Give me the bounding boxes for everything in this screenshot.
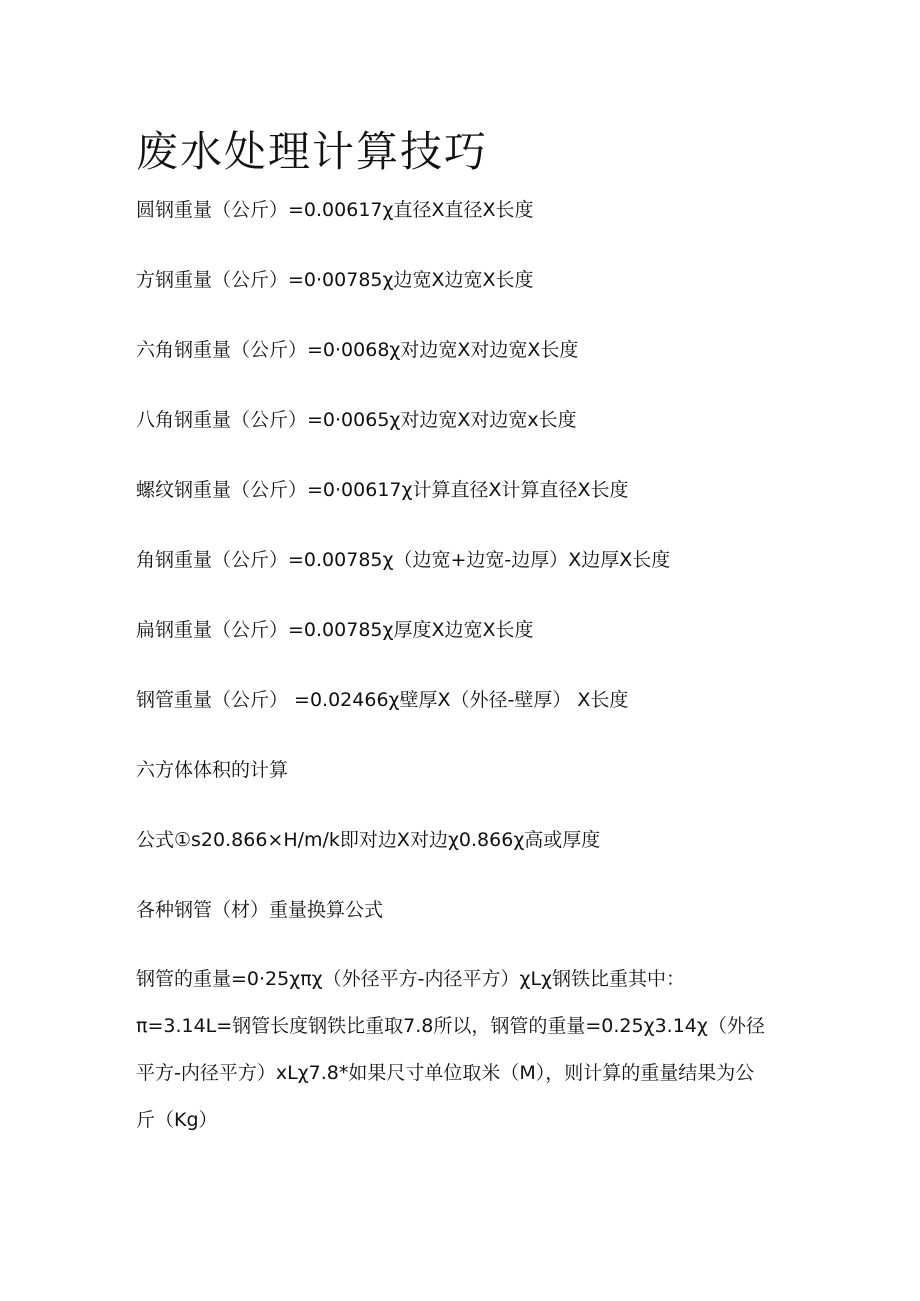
formula-octagonal-steel: 八角钢重量（公斤）=0·0065χ对边宽X对边宽x长度 <box>136 409 577 431</box>
document-title: 废水处理计算技巧 <box>136 127 489 176</box>
formula-hexagonal-steel: 六角钢重量（公斤）=0·0068χ对边宽X对边宽X长度 <box>136 339 579 361</box>
formula-steel-pipe: 钢管重量（公斤） =0.02466χ壁厚X（外径-壁厚） X长度 <box>136 689 629 711</box>
heading-pipe-weight-formulas: 各种钢管（材）重量换算公式 <box>136 899 384 921</box>
paragraph-line: 平方-内径平方）xLχ7.8*如果尺寸单位取米（M），则计算的重量结果为公 <box>136 1062 755 1084</box>
formula-round-steel: 圆钢重量（公斤）=0.00617χ直径X直径X长度 <box>136 199 534 221</box>
paragraph-line: 钢管的重量=0·25χπχ（外径平方-内径平方）χLχ钢铁比重其中： <box>136 968 686 990</box>
formula-flat-steel: 扁钢重量（公斤）=0.00785χ厚度X边宽X长度 <box>136 619 534 641</box>
paragraph-line: π=3.14L=钢管长度钢铁比重取7.8所以，钢管的重量=0.25χ3.14χ（外径 <box>136 1015 765 1037</box>
paragraph-line: 斤（Kg） <box>136 1109 218 1131</box>
pipe-weight-paragraph <box>136 956 796 1144</box>
formula-square-steel: 方钢重量（公斤）=0·00785χ边宽X边宽X长度 <box>136 269 534 291</box>
formula-hexagon-volume: 公式①s20.866×H∕m∕k即对边X对边χ0.866χ高或厚度 <box>136 829 601 851</box>
heading-hexagon-volume: 六方体体积的计算 <box>136 759 289 781</box>
formula-angle-steel: 角钢重量（公斤）=0.00785χ（边宽+边宽-边厚）X边厚X长度 <box>136 549 671 571</box>
formula-rebar: 螺纹钢重量（公斤）=0·00617χ计算直径X计算直径X长度 <box>136 479 629 501</box>
